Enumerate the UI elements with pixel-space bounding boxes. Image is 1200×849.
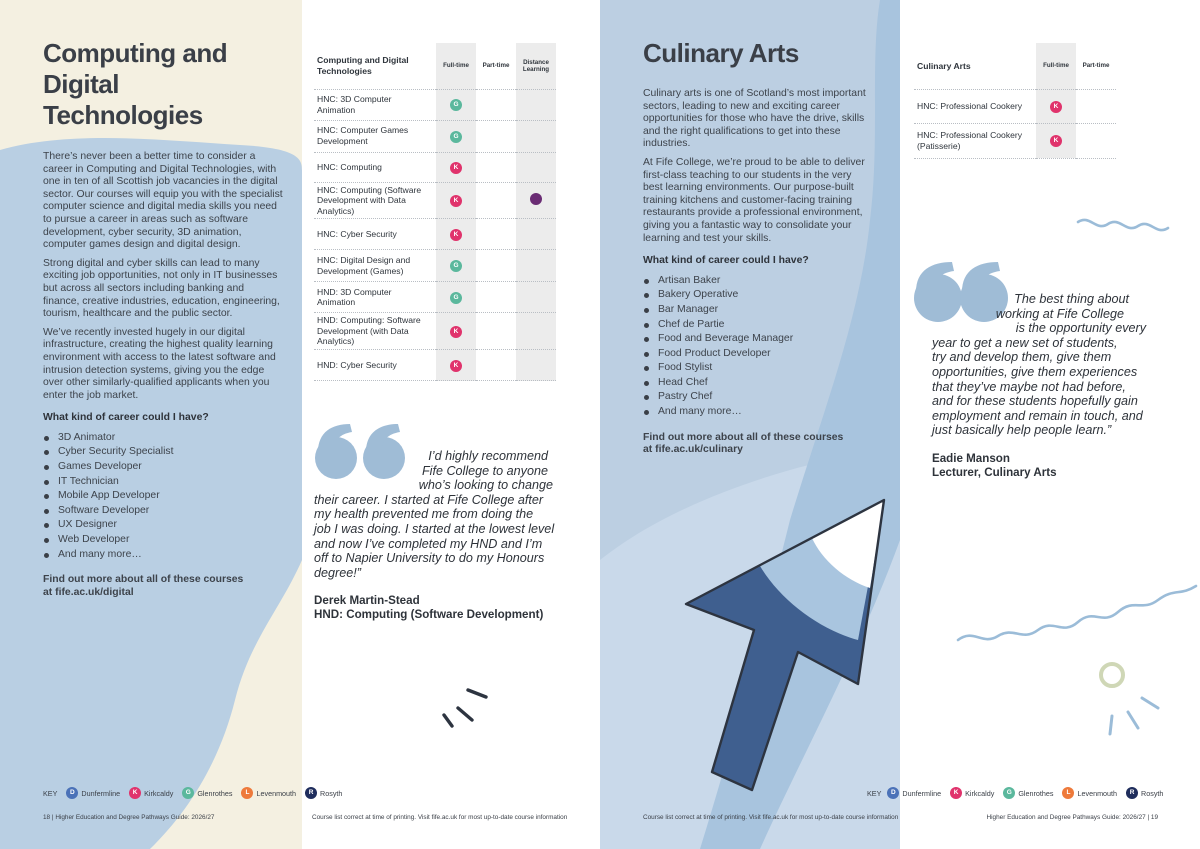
part-time-cell xyxy=(476,89,516,120)
left-page-footer: 18 | Higher Education and Degree Pathways Guide: 2026/27 xyxy=(43,814,215,821)
course-name: HNC: 3D Computer Animation xyxy=(314,89,436,120)
campus-dot-levenmouth: L xyxy=(241,787,253,799)
left-paragraph-3: We’ve recently invested hugely in our digital infrastructure, creating the highest quality learning environment with access to the latest software and intrusion detection systems, giving you the edge over other similarly-qualified applicants when you enter the job market. xyxy=(43,326,276,401)
sun-doodle xyxy=(1101,664,1158,734)
course-name: HNC: Cyber Security xyxy=(314,219,436,250)
campus-dot-glenrothes: G xyxy=(450,99,462,111)
full-time-cell xyxy=(436,182,476,219)
part-time-cell xyxy=(476,219,516,250)
quote-line: who’s looking to change xyxy=(418,478,553,493)
left-find-out xyxy=(43,574,283,599)
quote-author: Derek Martin-Stead xyxy=(314,594,420,607)
table-row xyxy=(314,350,556,381)
list-item: Games Developer xyxy=(43,460,283,475)
course-name: HNC: Computing xyxy=(314,152,436,182)
list-item: Food Product Developer xyxy=(643,347,873,362)
right-paragraph-2: At Fife College, we’re proud to be able to deliver first-class teaching to our students in the very best learning environments. Our purpose-built training kitchens and customer-facing training restaurants provide a professional environment, giving you a fantastic way to consolidate your learning and test your skills. xyxy=(643,156,865,244)
campus-dot-kirkcaldy: K xyxy=(1050,135,1062,147)
full-time-cell xyxy=(1036,123,1076,158)
table-row xyxy=(314,313,556,350)
squiggle-top xyxy=(1078,220,1168,230)
right-find-out xyxy=(643,432,873,457)
part-time-cell xyxy=(476,282,516,313)
campus-key-left xyxy=(43,787,342,799)
distance-cell xyxy=(516,182,556,219)
campus-dot-kirkcaldy: K xyxy=(950,787,962,799)
right-page-title: Culinary Arts xyxy=(643,38,799,68)
campus-dot-kirkcaldy: K xyxy=(450,326,462,338)
full-time-cell xyxy=(436,120,476,152)
find-out-link[interactable]: at fife.ac.uk/culinary xyxy=(643,444,743,456)
course-name: HNC: Digital Design and Development (Games) xyxy=(314,250,436,282)
campus-dot-kirkcaldy: K xyxy=(1050,101,1062,113)
quote-line: degree!” xyxy=(314,565,361,580)
distance-cell xyxy=(516,282,556,313)
campus-name: Dunfermline xyxy=(81,788,121,798)
campus-dot-glenrothes: G xyxy=(1003,787,1015,799)
quote-author-role: HND: Computing (Software Development) xyxy=(314,608,544,622)
full-time-cell xyxy=(436,152,476,182)
distance-cell xyxy=(516,219,556,250)
find-out-line: Find out more about all of these courses xyxy=(43,574,244,586)
campus-dot-rosyth: R xyxy=(305,787,317,799)
campus-name: Kirkcaldy xyxy=(144,788,174,798)
col-distance-learning: Distance Learning xyxy=(516,43,556,89)
distance-cell xyxy=(516,89,556,120)
list-item: Bakery Operative xyxy=(643,288,873,303)
campus-dot-glenrothes: G xyxy=(450,131,462,143)
right-quote xyxy=(932,292,1150,438)
left-course-note: Course list correct at time of printing. Visit fife.ac.uk for most up-to-date course information xyxy=(312,814,568,821)
quote-line: try and develop them, give them xyxy=(932,350,1112,365)
key-label: KEY xyxy=(43,788,58,798)
part-time-cell xyxy=(476,313,516,350)
campus-dot-kirkcaldy: K xyxy=(450,162,462,174)
table-row xyxy=(314,152,556,182)
dash-doodle xyxy=(444,690,486,726)
list-item: UX Designer xyxy=(43,518,283,533)
quote-line: just basically help people learn.” xyxy=(932,423,1112,438)
quote-line: opportunities, give them experiences xyxy=(932,364,1138,379)
part-time-cell xyxy=(476,182,516,219)
right-paragraph-1: Culinary arts is one of Scotland’s most important sectors, leading to new and exciting career opportunities for those who have the drive, skills and the right qualifications to get into these industries. xyxy=(643,88,866,150)
table-heading: Computing and Digital Technologies xyxy=(317,55,409,76)
part-time-cell xyxy=(1076,89,1116,123)
course-name: HND: Computing: Software Development (with Data Analytics) xyxy=(314,313,436,350)
part-time-cell xyxy=(476,152,516,182)
quote-line: year to get a new set of students, xyxy=(932,335,1118,350)
quote-line: job I was doing. I started at the lowest level xyxy=(314,521,555,536)
culinary-course-table xyxy=(914,43,1116,159)
table-row xyxy=(314,250,556,282)
campus-name: Glenrothes xyxy=(197,788,233,798)
campus-name: Levenmouth xyxy=(1077,788,1118,798)
col-full-time: Full-time xyxy=(436,43,476,89)
full-time-cell xyxy=(436,350,476,381)
quote-line: I’d highly recommend xyxy=(428,449,548,463)
campus-name: Glenrothes xyxy=(1018,788,1054,798)
left-career-heading: What kind of career could I have? xyxy=(43,412,209,424)
table-heading: Culinary Arts xyxy=(917,60,971,71)
list-item: And many more… xyxy=(43,548,283,563)
list-item: Artisan Baker xyxy=(643,274,873,289)
campus-name: Kirkcaldy xyxy=(965,788,995,798)
quote-line: off to Napier University to do my Honours xyxy=(314,551,545,566)
course-name: HND: Cyber Security xyxy=(314,350,436,381)
quote-line: Fife College to anyone xyxy=(421,463,548,478)
part-time-cell xyxy=(476,120,516,152)
campus-dot-glenrothes: G xyxy=(450,292,462,304)
distance-cell xyxy=(516,250,556,282)
left-page-title: Computing and Digital Technologies xyxy=(43,38,228,130)
course-name: HNC: Computer Games Development xyxy=(314,120,436,152)
course-name: HNC: Computing (Software Development with Data Analytics) xyxy=(314,182,436,219)
campus-name: Rosyth xyxy=(320,788,343,798)
list-item: Web Developer xyxy=(43,533,283,548)
full-time-cell xyxy=(436,219,476,250)
quote-line: their career. I started at Fife College after xyxy=(314,492,544,507)
full-time-cell xyxy=(1036,89,1076,123)
campus-dot-levenmouth: L xyxy=(1062,787,1074,799)
find-out-line: Find out more about all of these courses xyxy=(643,431,844,443)
campus-key-right xyxy=(867,787,1163,799)
campus-dot-glenrothes: G xyxy=(182,787,194,799)
find-out-link[interactable]: at fife.ac.uk/digital xyxy=(43,586,134,598)
right-page-footer: Higher Education and Degree Pathways Guide: 2026/27 | 19 xyxy=(986,814,1158,821)
course-name: HNC: Professional Cookery (Patisserie) xyxy=(914,123,1036,158)
col-full-time: Full-time xyxy=(1036,43,1076,89)
campus-name: Levenmouth xyxy=(256,788,297,798)
campus-name: Rosyth xyxy=(1141,788,1164,798)
left-quote-attribution xyxy=(314,594,574,623)
left-body xyxy=(43,151,283,599)
key-label: KEY xyxy=(867,788,882,798)
part-time-cell xyxy=(1076,123,1116,158)
quote-line: employment and remain in touch, and xyxy=(932,408,1143,423)
right-quote-attribution xyxy=(932,452,1152,481)
campus-dot-glenrothes: G xyxy=(450,260,462,272)
list-item: Bar Manager xyxy=(643,303,873,318)
full-time-cell xyxy=(436,89,476,120)
quote-line: is the opportunity every xyxy=(1015,321,1146,336)
table-row xyxy=(314,120,556,152)
campus-name: Dunfermline xyxy=(902,788,942,798)
right-career-list xyxy=(643,274,873,420)
col-part-time: Part-time xyxy=(482,62,510,70)
full-time-cell xyxy=(436,282,476,313)
campus-dot-kirkcaldy: K xyxy=(450,195,462,207)
quote-line: working at Fife College xyxy=(995,306,1124,321)
table-row xyxy=(914,89,1116,123)
list-item: And many more… xyxy=(643,405,873,420)
quote-author: Eadie Manson xyxy=(932,452,1010,465)
quote-line: my health prevented me from doing the xyxy=(314,507,534,522)
list-item: Cyber Security Specialist xyxy=(43,445,283,460)
list-item: 3D Animator xyxy=(43,431,283,446)
left-paragraph-1: There’s never been a better time to consider a career in Computing and Digital Technologies, with one in ten of all Scottish job vacancies in the digital sector. Our courses will equip you with the specialist computer science and digital media skills you need to pursue a career in areas such as software development, cyber security, 3D animation, computer games design and digital design. xyxy=(43,151,283,251)
right-career-heading: What kind of career could I have? xyxy=(643,255,809,267)
part-time-cell xyxy=(476,250,516,282)
list-item: Chef de Partie xyxy=(643,318,873,333)
part-time-cell xyxy=(476,350,516,381)
campus-dot-kirkcaldy: K xyxy=(450,229,462,241)
online-dot xyxy=(530,193,542,205)
quote-line: The best thing about xyxy=(1014,292,1129,306)
campus-dot-kirkcaldy: K xyxy=(450,360,462,372)
computing-course-table xyxy=(314,43,556,381)
right-course-note: Course list correct at time of printing. Visit fife.ac.uk for most up-to-date course information xyxy=(643,814,899,821)
list-item: Software Developer xyxy=(43,504,283,519)
list-item: IT Technician xyxy=(43,475,283,490)
distance-cell xyxy=(516,313,556,350)
left-paragraph-2: Strong digital and cyber skills can lead to many exciting job opportunities, not only in IT businesses but across all sectors including banking and finance, creative industries, education, engineering, tourism, healthcare and the public sector. xyxy=(43,257,280,320)
right-body xyxy=(643,88,873,457)
squiggle-bottom xyxy=(958,586,1196,640)
table-row xyxy=(914,123,1116,158)
campus-dot-dunfermline: D xyxy=(66,787,78,799)
distance-cell xyxy=(516,350,556,381)
course-name: HNC: Professional Cookery xyxy=(914,89,1036,123)
campus-dot-dunfermline: D xyxy=(887,787,899,799)
full-time-cell xyxy=(436,250,476,282)
quote-line: that they’ve maybe not had before, xyxy=(932,379,1126,394)
distance-cell xyxy=(516,152,556,182)
list-item: Food Stylist xyxy=(643,361,873,376)
campus-dot-rosyth: R xyxy=(1126,787,1138,799)
campus-dot-kirkcaldy: K xyxy=(129,787,141,799)
quote-line: and now I’ve completed my HND and I’m xyxy=(314,536,543,551)
full-time-cell xyxy=(436,313,476,350)
list-item: Head Chef xyxy=(643,376,873,391)
list-item: Food and Beverage Manager xyxy=(643,332,873,347)
quote-author-role: Lecturer, Culinary Arts xyxy=(932,466,1057,480)
course-name: HND: 3D Computer Animation xyxy=(314,282,436,313)
table-row xyxy=(314,89,556,120)
table-row xyxy=(314,182,556,219)
list-item: Mobile App Developer xyxy=(43,489,283,504)
col-part-time: Part-time xyxy=(1082,62,1110,70)
list-item: Pastry Chef xyxy=(643,390,873,405)
distance-cell xyxy=(516,120,556,152)
left-quote xyxy=(314,449,560,580)
left-career-list xyxy=(43,431,283,562)
table-row xyxy=(314,282,556,313)
table-row xyxy=(314,219,556,250)
quote-line: and for these students hopefully gain xyxy=(932,394,1138,409)
